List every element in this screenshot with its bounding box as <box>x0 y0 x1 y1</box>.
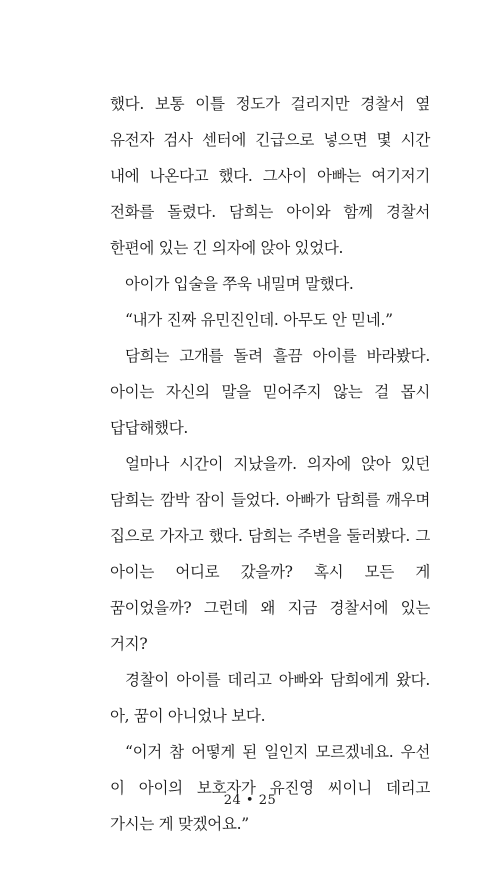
paragraph-4: 담희는 고개를 돌려 흘끔 아이를 바라봤다. 아이는 자신의 말을 믿어주지 않는 걸 몹시 답답해했다. <box>110 347 430 437</box>
paragraph-2: 아이가 입술을 쭈욱 내밀며 말했다. <box>125 275 354 293</box>
body-text <box>110 86 430 842</box>
paragraph-1: 했다. 보통 이틀 정도가 걸리지만 경찰서 옆 유전자 검사 센터에 긴급으로 넣으면 몇 시간 내에 나온다고 했다. 그사이 아빠는 여기저기 전화를 돌렸다. 담희는 아이와 함께 경찰서 한편에 있는 긴 의자에 앉아 있었다. <box>110 95 430 257</box>
paragraph-5: 얼마나 시간이 지났을까. 의자에 앉아 있던 담희는 깜박 잠이 들었다. 아빠가 담희를 깨우며 집으로 가자고 했다. 담희는 주변을 둘러봤다. 그 아이는 어디로 갔을까? 혹시 모든 게 꿈이었을까? 그런데 왜 지금 경찰서에 있는 거지? <box>110 455 430 653</box>
paragraph-6: 경찰이 아이를 데리고 아빠와 담희에게 왔다. 아, 꿈이 아니었나 보다. <box>110 671 430 725</box>
page-number: 24 • 25 <box>223 793 277 808</box>
paragraph-3: “내가 진짜 유민진인데. 아무도 안 믿네.” <box>125 311 393 329</box>
paragraph-7: “이거 참 어떻게 된 일인지 모르겠네요. 우선 이 아이의 보호자가 유진영 씨이니 데리고 가시는 게 맞겠어요.” <box>110 743 430 833</box>
